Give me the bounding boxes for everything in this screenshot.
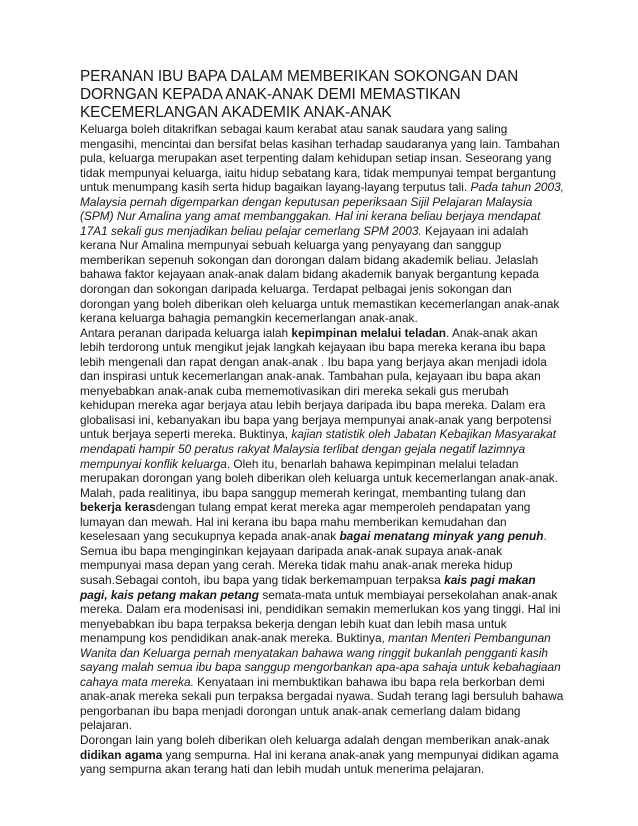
italic-example-segment: mantan Menteri Pembangunan Wanita dan Keluarga pernah menyatakan bahawa wang ringgit bukanlah pengganti kasih sayang malah semua ibu bapa sanggup mengorbankan apa-apa sahaja untuk kebahagiaan cahaya mata mereka. <box>80 631 561 689</box>
italic-example-segment: kajian statistik oleh Jabatan Kebajikan Masyarakat mendapati hampir 50 peratus rakyat Malaysia terlibat dengan gejala negatif lazimnya mempunyai konflik keluarga <box>80 427 556 471</box>
text-segment: Kenyataan ini membuktikan bahawa ibu bapa rela berkorban demi anak-anak mereka sekali pun terpaksa bergadai nyawa. Sudah terang lagi bersuluh bahawa pengorbanan ibu bapa menjadi dorongan untuk anak-anak cemerlang dalam bidang pelajaran. <box>80 674 564 733</box>
italic-example-segment: Pada tahun 2003, Malaysia pernah digemparkan dengan keputusan peperiksaan Sijil Pelajaran Malaysia (SPM) Nur Amalina yang amat membanggakan. Hal ini kerana beliau berjaya mendapat 17A1 sekali gus menjadikan beliau pelajar cemerlang SPM 2003. <box>80 180 564 238</box>
bold-italic-idiom-segment: bagai menatang minyak yang penuh <box>339 529 544 544</box>
text-segment: Kejayaan ini adalah kerana Nur Amalina mempunyai sebuah keluarga yang penyayang dan sanggup memberikan sepenuh sokongan dan dorongan dalam bidang akademik beliau. Jelaslah bahawa faktor kejayaan anak-anak dalam bidang akademik banyak bergantung kepada dorongan dan sokongan daripada keluarga. Terdapat pelbagai jenis sokongan dan dorongan yang boleh diberikan oleh keluarga untuk memastikan kecemerlangan anak-anak kerana keluarga bahagia pemangkin kecemerlangan anak-anak. <box>80 223 560 326</box>
paragraph-bekerja-keras <box>80 486 564 733</box>
bold-keypoint-segment: kepimpinan melalui teladan <box>291 325 447 340</box>
paragraph-intro <box>80 122 564 326</box>
bold-keypoint-segment: bekerja keras <box>80 500 156 515</box>
paragraph-teladan <box>80 326 564 486</box>
paragraph-didikan-agama <box>80 733 564 777</box>
text-segment: dengan tulang empat kerat mereka agar memperoleh pendapatan yang lumayan dan mewah. Hal ini kerana ibu bapa mahu memberikan kemudahan dan keselesaan yang secukupnya kepada anak-anak <box>80 500 531 544</box>
text-segment: Keluarga boleh ditakrifkan sebagai kaum kerabat atau sanak saudara yang saling mengasihi, mencintai dan bersifat belas kasihan terhadap saudaranya yang lain. Tambahan pula, keluarga merupakan aset terpenting dalam kehidupan setiap insan. Seseorang yang tidak mempunyai keluarga, iaitu hidup sebatang kara, tidak mempunyai tempat bergantung untuk menumpang kasih serta hidup bagaikan layang-layang terputus tali. <box>80 122 560 195</box>
document-page <box>80 68 564 777</box>
text-segment: Antara peranan daripada keluarga ialah <box>80 325 292 340</box>
text-segment: Dorongan lain yang boleh diberikan oleh keluarga adalah dengan memberikan anak-anak <box>80 732 550 747</box>
bold-keypoint-segment: didikan agama <box>80 747 163 762</box>
text-segment: Malah, pada realitinya, ibu bapa sanggup memerah keringat, membanting tulang dan <box>80 485 526 500</box>
text-segment: semata-mata untuk membiayai persekolahan anak-anak mereka. Dalam era modenisasi ini, pendidikan semakin memerlukan kos yang tinggi. Hal ini menyebabkan ibu bapa terpaksa bekerja dengan lebih kuat dan lebih masa untuk menampung kos pendidikan anak-anak mereka. Buktinya, <box>80 587 561 646</box>
text-segment: . Oleh itu, benarlah bahawa kepimpinan melalui teladan merupakan dorongan yang boleh diberikan oleh keluarga untuk kecemerlangan anak-anak. <box>80 456 559 486</box>
text-segment: . Semua ibu bapa menginginkan kejayaan daripada anak-anak supaya anak-anak mempunyai masa depan yang cerah. Mereka tidak mahu anak-anak mereka hidup susah.Sebagai contoh, ibu bapa yang tidak berkemampuan terpaksa <box>80 529 547 587</box>
bold-italic-idiom-segment: kais pagi makan pagi, kais petang makan petang <box>80 572 536 602</box>
document-title: PERANAN IBU BAPA DALAM MEMBERIKAN SOKONGAN DAN DORNGAN KEPADA ANAK-ANAK DEMI MEMASTIKAN KECEMERLANGAN AKADEMIK ANAK-ANAK <box>80 68 519 121</box>
text-segment: yang sempurna. Hal ini kerana anak-anak yang mempunyai didikan agama yang sempurna akan terang hati dan lebih mudah untuk menerima pelajaran. <box>80 747 559 777</box>
text-segment: . Anak-anak akan lebih terdorong untuk mengikut jejak langkah kejayaan ibu bapa mereka kerana ibu bapa lebih mengenali dan rapat dengan anak-anak . Ibu bapa yang berjaya akan menjadi idola dan inspirasi untuk kecemerlangan anak-anak. Tambahan pula, kejayaan ibu bapa akan menyebabkan anak-anak cuba mememotivasikan diri mereka sekali gus merubah kehidupan mereka agar berjaya atau lebih berjaya daripada ibu bapa mereka. Dalam era globalisasi ini, kebanyakan ibu bapa yang berjaya mempunyai anak-anak yang berpotensi untuk berjaya seperti mereka. Buktinya, <box>80 325 552 442</box>
